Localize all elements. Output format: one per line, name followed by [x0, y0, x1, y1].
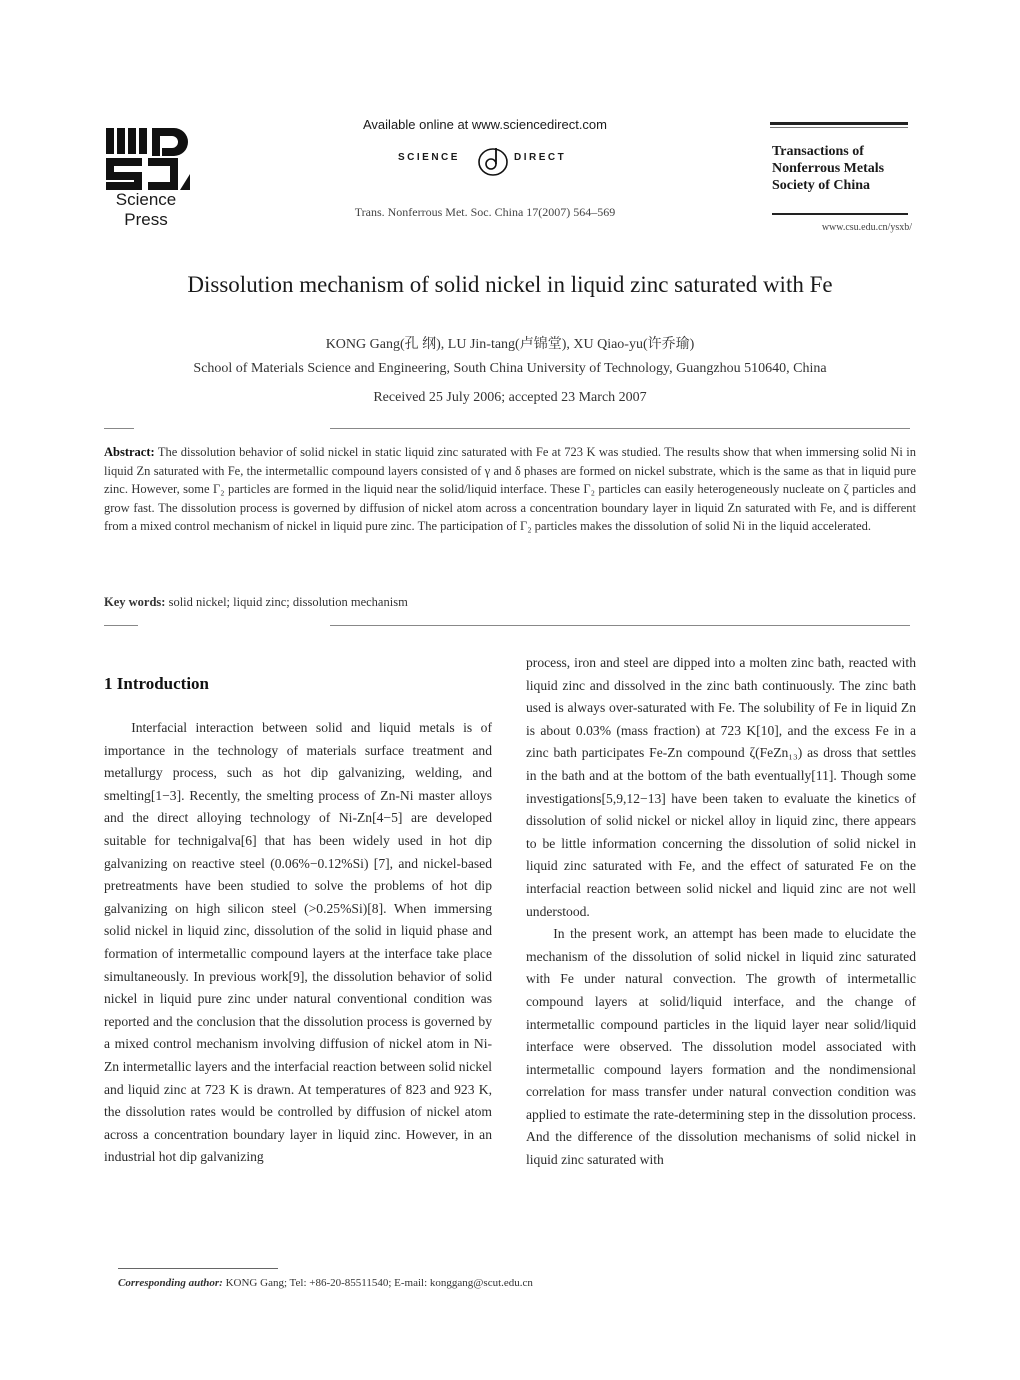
abstract — [104, 443, 916, 536]
journal-name: Transactions of Nonferrous Metals Society of China — [772, 144, 885, 193]
abstract-text: The dissolution behavior of solid nickel in static liquid zinc saturated with Fe at 723 K was studied. The results show that when immersing solid Ni in liquid Zn saturated with Fe, the intermetallic compound layers consisted of γ and δ phases are formed on nickel substrate, which is the same as that in liquid pure zinc. However, some Γ₂ particles are formed in the liquid near the solid/liquid interface. These Γ₂ particles can easily heterogeneously nucleate on ζ particles and grow fast. The dissolution process is governed by diffusion of nickel atom across a concentration boundary layer in liquid Zn saturated with Fe, and is different from a mixed control mechanism of nickel in liquid pure zinc. The participation of Γ₂ particles makes the dissolution of solid Ni in the liquid accelerated. — [104, 445, 916, 534]
body-paragraph: Interfacial interaction between solid and liquid metals is of importance in the technology of materials surface treatment and metallurgy process, such as hot dip galvanizing, welding, and smelting[1−3]. Recently, the smelting process of Zn-Ni master alloys and the direct alloying technology of Ni-Zn[4−5] are developed suitable for technigalva[6] that has been widely used in hot dip galvanizing on reactive steel (0.06%−0.12%Si) [7], and nickel-based pretreatments have been studied to solve the problems of hot dip galvanizing on high silicon steel (>0.25%Si)[8]. When immersing solid nickel in liquid zinc, dissolution of the solid in liquid phase and formation of intermetallic compound layers at the interface take place simultaneously. In previous work[9], the dissolution behavior of solid nickel in liquid pure zinc under natural conventional condition was reported and the conclusion that the dissolution process is governed by a mixed control mechanism involving diffusion of nickel atom in Ni-Zn intermetallic layers and the interfacial reaction between solid nickel and liquid zinc at 723 K is drawn. At temperatures of 823 and 923 K, the dissolution rates would be controlled by diffusion of nickel atom across a concentration boundary layer in liquid zinc. However, in an industrial hot dip galvanizing — [104, 720, 492, 1165]
author-list: KONG Gang(孔 纲), LU Jin-tang(卢锦堂), XU Qiao-yu(许乔瑜) — [325, 337, 695, 352]
footnote-text: KONG Gang; Tel: +86-20-85511540; E-mail: konggang@scut.edu.cn — [222, 1277, 533, 1289]
keywords — [104, 595, 916, 610]
available-online-text: Available online at www.sciencedirect.com — [363, 117, 607, 132]
affiliation: School of Materials Science and Engineering, South China University of Technology, Guangzhou 510640, China — [193, 361, 827, 376]
keywords-text: solid nickel; liquid zinc; dissolution mechanism — [168, 595, 408, 609]
keywords-label: Key words: — [104, 595, 166, 609]
sciencedirect-logo — [360, 140, 610, 180]
sciencedirect-left-word: SCIENCE — [398, 152, 460, 163]
journal-url: www.csu.edu.cn/ysxb/ — [821, 222, 912, 233]
received-dates: Received 25 July 2006; accepted 23 March 2007 — [373, 390, 647, 405]
body-column-left — [104, 717, 492, 1169]
body-paragraph: In the present work, an attempt has been made to elucidate the mechanism of the dissolution of solid nickel in liquid zinc saturated with Fe under natural convection. The growth of intermetallic compound layers at solid/liquid interface, and the change of intermetallic compound particles in the liquid layer near solid/liquid interface were observed. The dissolution model associated with intermetallic compound layers formation and the nondimensional correlation for mass transfer under natural convection condition was applied to estimate the rate-determining step in the dissolution process. And the difference of the dissolution mechanisms of solid nickel in liquid zinc saturated with — [526, 926, 916, 1168]
section-heading: 1 Introduction — [104, 674, 210, 693]
journal-top-rule-thin — [770, 127, 908, 128]
science-press-logo — [106, 126, 190, 190]
journal-bottom-rule — [772, 213, 908, 215]
divider-right — [330, 428, 910, 429]
paper-title: Dissolution mechanism of solid nickel in liquid zinc saturated with Fe — [187, 272, 833, 297]
journal-top-rule — [770, 122, 908, 125]
sciencedirect-d-icon — [476, 140, 510, 178]
corresponding-author-footnote — [118, 1277, 918, 1289]
publisher-name: Science Press — [115, 190, 177, 229]
divider-left-2 — [104, 625, 138, 626]
divider-right-2 — [330, 625, 910, 626]
body-column-right — [526, 652, 916, 1172]
body-paragraph: process, iron and steel are dipped into a molten zinc bath, reacted with liquid zinc and dissolved in the zinc bath continuously. The zinc bath used is always over-saturated with Fe. The solubility of Fe in liquid Zn is about 0.03% (mass fraction) at 723 K[10], and the excess Fe in a zinc bath participates Fe-Zn compound ζ(FeZn₁₃) as dross that settles in the bath and at the bottom of the bath eventually[11]. Though some investigations[5,9,12−13] have been taken to evaluate the kinetics of dissolution of solid nickel or nickel alloy in liquid zinc, there appears to be little information concerning the dissolution of solid nickel in liquid zinc saturated with Fe, and the effect of saturated Fe on the interfacial reaction between solid nickel and liquid zinc are not well understood. — [526, 655, 916, 919]
sciencedirect-right-word: DIRECT — [514, 152, 567, 163]
footnote-label: Corresponding author: — [118, 1277, 223, 1289]
journal-citation: Trans. Nonferrous Met. Soc. China 17(2007) 564–569 — [354, 205, 616, 219]
divider-left — [104, 428, 134, 429]
footnote-rule — [118, 1268, 278, 1269]
abstract-label: Abstract: — [104, 445, 155, 459]
